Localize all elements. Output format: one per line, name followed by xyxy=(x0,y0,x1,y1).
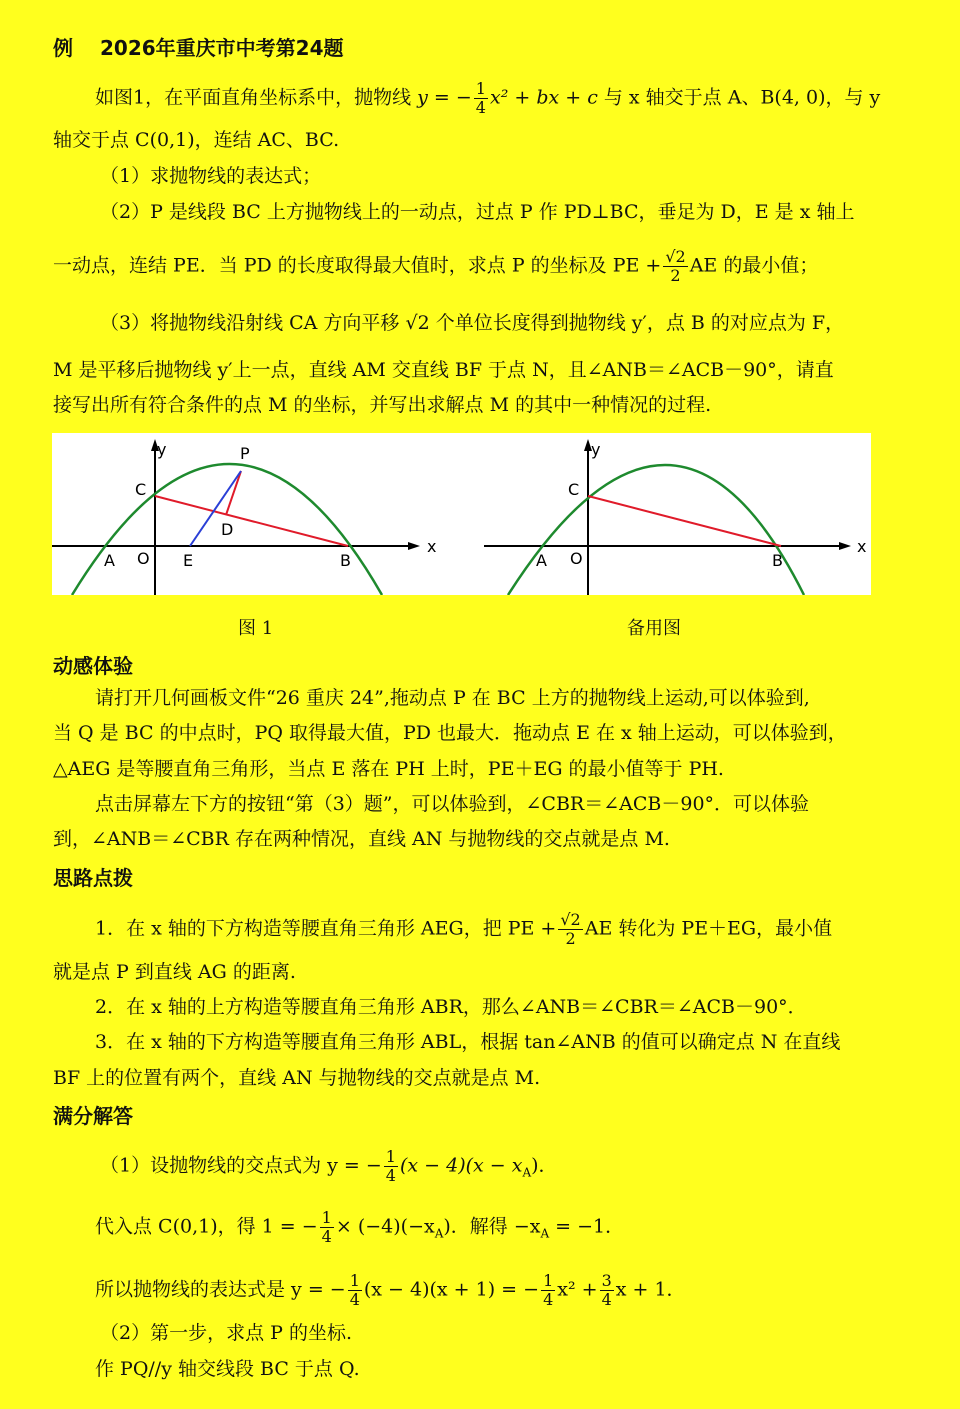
heading-idea: 思路点拨 xyxy=(53,866,133,890)
question-1: （1）求抛物线的表达式； xyxy=(100,165,322,187)
answer-line-1: （1）设抛物线的交点式为 y = − $\frac{1}{4}$ $(x - 4)(x - x_A)$． xyxy=(100,1147,558,1185)
fraction-sqrt2-2: $\frac{√2}{2}$ xyxy=(560,910,581,948)
fraction-1-4: $\frac{1}{4}$ xyxy=(475,79,486,117)
page-title: 2026年重庆市中考第24题 xyxy=(100,36,344,60)
label-c: C xyxy=(568,480,580,499)
example-label: 例 xyxy=(53,36,73,60)
parabola-curve xyxy=(508,465,804,595)
segment-pe xyxy=(190,471,241,546)
idea-1-line-2: 就是点 P 到直线 AG 的距离. xyxy=(53,961,296,983)
label-y: y xyxy=(157,440,167,459)
label-o: O xyxy=(570,549,583,568)
fraction-1-4: $\frac{1}{4}$ xyxy=(321,1208,332,1246)
question-3-line-1: （3）将抛物线沿射线 CA 方向平移 √2 个单位长度得到抛物线 y′，点 B 的对应点为 F， xyxy=(100,312,845,334)
segment-pd xyxy=(226,471,241,515)
label-e: E xyxy=(183,551,194,570)
label-x: x xyxy=(427,537,437,556)
segment-bc xyxy=(588,496,781,546)
label-y: y xyxy=(591,440,601,459)
idea-3-line-2: BF 上的位置有两个，直线 AN 与抛物线的交点就是点 M. xyxy=(53,1067,541,1089)
label-p: P xyxy=(240,444,250,463)
question-2-line-2: 一动点，连结 PE．当 PD 的长度取得最大值时，求点 P 的坐标及 PE + $\frac{√2}{2}$ AE 的最小值； xyxy=(53,247,819,285)
label-b: B xyxy=(772,551,783,570)
figure-1 xyxy=(52,433,452,595)
figure-2-graph xyxy=(452,433,871,595)
label-c: C xyxy=(135,480,147,499)
label-o: O xyxy=(137,549,150,568)
segment-bc xyxy=(155,496,348,546)
answer-line-4: （2）第一步，求点 P 的坐标. xyxy=(100,1322,352,1344)
fraction-1-4: $\frac{1}{4}$ xyxy=(385,1147,396,1185)
dynamic-p1: 请打开几何画板文件“26 重庆 24”,拖动点 P 在 BC 上方的抛物线上运动,可以体验到, xyxy=(95,687,810,709)
figure-2-caption: 备用图 xyxy=(627,618,681,639)
dynamic-p5: 到，∠ANB＝∠CBR 存在两种情况，直线 AN 与抛物线的交点就是点 M. xyxy=(53,828,670,850)
dynamic-p4: 点击屏幕左下方的按钮“第（3）题”，可以体验到，∠CBR＝∠ACB－90°．可以体验 xyxy=(95,793,810,815)
fraction-sqrt2-2: $\frac{√2}{2}$ xyxy=(665,247,686,285)
fraction-3-4: $\frac{3}{4}$ xyxy=(601,1271,612,1309)
question-2-line-1: （2）P 是线段 BC 上方抛物线上的一动点，过点 P 作 PD⊥BC，垂足为 D，E 是 x 轴上 xyxy=(100,201,855,223)
problem-line-2: 轴交于点 C(0,1)，连结 AC、BC. xyxy=(53,129,340,151)
label-x: x xyxy=(857,537,867,556)
heading-dynamic: 动感体验 xyxy=(53,654,133,678)
label-a: A xyxy=(104,551,115,570)
dynamic-p3: △AEG 是等腰直角三角形，当点 E 落在 PH 上时，PE＋EG 的最小值等于 PH. xyxy=(53,758,724,780)
label-b: B xyxy=(340,551,351,570)
x-axis-arrow xyxy=(839,542,851,550)
problem-line-1: 如图1，在平面直角坐标系中，抛物线 y = − $\frac{1}{4}$ x² + bx + c 与 x 轴交于点 A、B(4, 0)，与 y xyxy=(95,79,881,117)
question-3-line-3: 接写出所有符合条件的点 M 的坐标，并写出求解点 M 的其中一种情况的过程. xyxy=(53,394,712,416)
figure-1-graph xyxy=(52,433,452,595)
idea-1-line-1: 1．在 x 轴的下方构造等腰直角三角形 AEG，把 PE + $\frac{√2}{2}$ AE 转化为 PE＋EG，最小值 xyxy=(95,910,833,948)
figure-1-caption: 图 1 xyxy=(238,618,274,639)
dynamic-p2: 当 Q 是 BC 的中点时，PQ 取得最大值，PD 也最大．拖动点 E 在 x 轴上运动，可以体验到， xyxy=(53,722,847,744)
fraction-1-4: $\frac{1}{4}$ xyxy=(349,1271,360,1309)
idea-3-line-1: 3．在 x 轴的下方构造等腰直角三角形 ABL，根据 tan∠ANB 的值可以确定点 N 在直线 xyxy=(95,1031,841,1053)
answer-line-3: 所以抛物线的表达式是 y = − $\frac{1}{4}$ (x − 4)(x + 1) = − $\frac{1}{4}$ x² + $\frac{3}{4}$ x + 1． xyxy=(95,1271,686,1309)
x-axis-arrow xyxy=(408,542,420,550)
fraction-1-4: $\frac{1}{4}$ xyxy=(543,1271,554,1309)
question-3-line-2: M 是平移后抛物线 y′上一点，直线 AM 交直线 BF 于点 N，且∠ANB＝∠ACB－90°，请直 xyxy=(53,359,834,381)
label-a: A xyxy=(536,551,547,570)
idea-2: 2．在 x 轴的上方构造等腰直角三角形 ABR，那么∠ANB＝∠CBR＝∠ACB－90°． xyxy=(95,996,807,1018)
label-d: D xyxy=(221,520,234,539)
figure-2 xyxy=(452,433,871,595)
answer-line-5: 作 PQ//y 轴交线段 BC 于点 Q. xyxy=(95,1358,360,1380)
heading-answer: 满分解答 xyxy=(53,1104,133,1128)
answer-line-2: 代入点 C(0,1)，得 1 = − $\frac{1}{4}$ × $(-4)(-x_A)$．解得 $-x_A = -1$． xyxy=(95,1208,625,1246)
